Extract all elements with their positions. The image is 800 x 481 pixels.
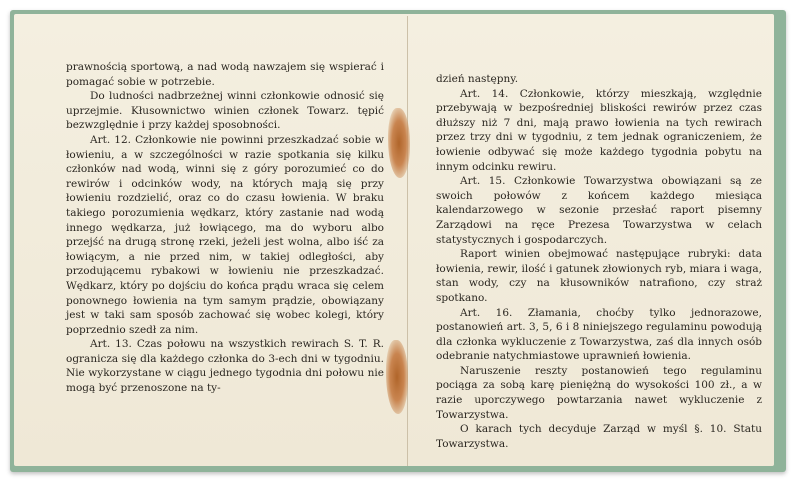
paragraph: prawnością sportową, a nad wodą nawzajem się wspierać i pomagać sobie w potrzebie. [66,61,384,88]
right-page-text [436,72,762,451]
rust-stain-top [388,108,410,178]
paragraph-art-16: Art. 16. Złamania, choćby tylko jednorazowe, postanowień art. 3, 5, 6 i 8 niniejszego regulaminu powodują dla członka wykluczenie z Towarzystwa, zaś dla innych osób odebranie natychmiastowe uprawnień łowienia. [436,306,762,363]
paragraph-art-15: Art. 15. Członkowie Towarzystwa obowiązani są ze swoich połowów z końcem każdego miesiąca kalendarzowego w sezonie przesłać raport pisemny Zarządowi na ręce Prezesa Towarzystwa w celach statystycznych i gospodarczych. [436,175,762,246]
paragraph-naruszenie: Naruszenie reszty postanowień tego regulaminu pociąga za sobą karę pieniężną do wysokości 100 zł., a w razie uporczywego powtarzania nawet wykluczenie z Towarzystwa. [436,364,762,421]
paragraph-raport: Raport winien obejmować następujące rubryki: data łowienia, rewir, ilość i gatunek złowionych ryb, miara i waga, stan wody, czy na kłusowników natrafiono, czy straż spotkano. [436,248,762,304]
paragraph: dzień następny. [436,73,519,85]
paragraph: Do ludności nadbrzeżnej winni członkowie odnosić się uprzejmie. Kłusownictwo winien członek Towarz. tępić bezwzględnie i przy każdej sposobności. [66,90,384,132]
rust-stain-bottom [386,340,408,414]
paragraph-art-12: Art. 12. Członkowie nie powinni przeszkadzać sobie w łowieniu, a w szczególności w razie spotkania się kilku członków nad wodą, winni się z góry porozumieć co do rewirów i odcinków wody, na których mają się przy łowieniu rozdzielić, oraz co do czasu łowienia. W braku takiego porozumienia wędkarz, który zastanie nad wodą innego wędkarza, już łowiącego, ma do wyboru albo przejść na drugą stronę rzeki, jeżeli jest wolna, albo iść za łowiącym, a nie przed nim, w takiej odległości, aby przodującemu rybakowi w łowieniu nie przeszkadzać. Wędkarz, który po dojściu do końca prądu wraca się celem ponownego łowienia na tym samym prądzie, obowiązany jest w taki sam sposób zachować się wobec kolegi, który poprzednio szedł za nim. [66,133,384,336]
left-page [14,14,409,466]
paragraph-art-14: Art. 14. Członkowie, którzy mieszkają, względnie przebywają w bezpośredniej bliskości rewirów przez czas dłuższy niż 7 dni, mają prawo łowienia na tych rewirach przez trzy dni w tygodniu, z tem jednak ograniczeniem, że łowienie odbywać się może każdego tygodnia pobytu na innym odcinku rewiru. [436,87,762,173]
left-page-text [66,60,384,396]
right-page [408,14,774,466]
paragraph-art-13: Art. 13. Czas połowu na wszystkich rewirach S. T. R. ogranicza się dla każdego członka do 3-ech dni w tygodniu. Nie wykorzystane w ciągu jednego tygodnia dni połowu nie mogą być przenoszone na ty- [66,338,384,395]
paragraph-o-karach: O karach tych decyduje Zarząd w myśl §. 10. Statu Towarzystwa. [436,423,762,450]
